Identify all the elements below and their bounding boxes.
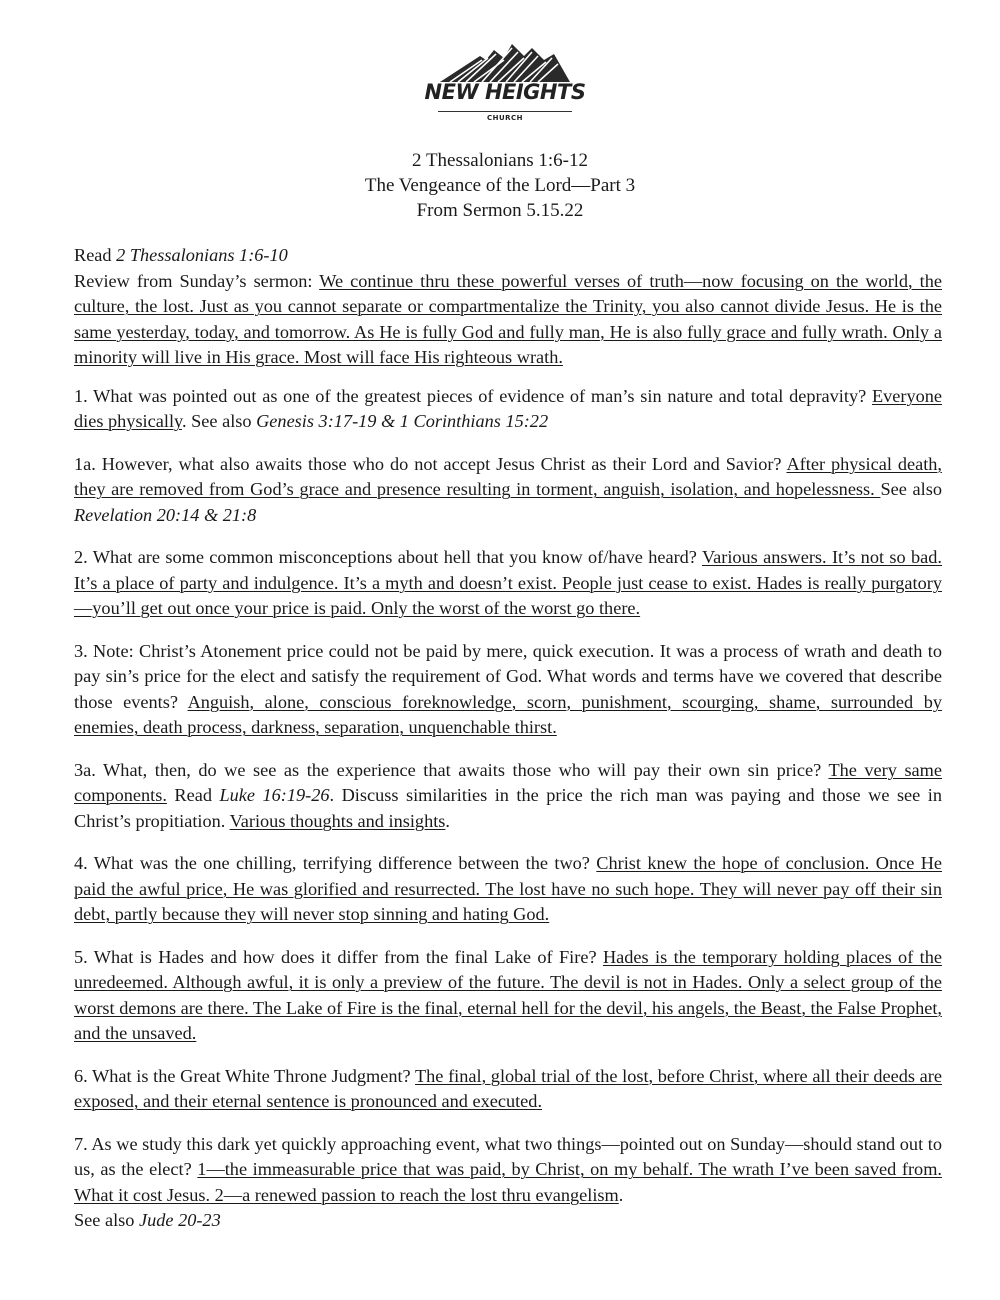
- answer-text: After physical death, they are removed from God’s grace and presence resulting in torment, anguish, isolation, and hopelessness.: [74, 453, 942, 499]
- question-1a: [74, 452, 942, 529]
- read-prefix: Read: [166, 785, 220, 805]
- answer-text: Christ knew the hope of conclusion. Once He paid the awful price, He was glorified and resurrected. The lost have no such hope. They will never pay off their sin debt, partly because they will never stop sinning and hating God.: [74, 853, 943, 924]
- study-guide-body: [74, 243, 942, 1251]
- question-text: 3a. What, then, do we see as the experience that awaits those who will pay their own sin price?: [74, 759, 829, 780]
- discussion-text: . Discuss similarities in the price the rich man was paying and those we see in Christ’s propitiation.: [74, 785, 942, 831]
- question-4: [74, 851, 942, 928]
- question-3: [74, 639, 942, 741]
- intro-paragraph: [74, 243, 942, 371]
- question-text: 5. What is Hades and how does it differ from the final Lake of Fire?: [74, 946, 603, 967]
- see-also-reference: Jude 20-23: [138, 1210, 221, 1230]
- question-text: 3. Note: Christ’s Atonement price could not be paid by mere, quick execution. It was a process of wrath and death to pay sin’s price for the elect and satisfy the requirement of God. What words and terms have we covered that describe those events?: [74, 640, 942, 712]
- question-1: [74, 384, 942, 435]
- sermon-date: From Sermon 5.15.22: [416, 200, 584, 221]
- question-text: 6. What is the Great White Throne Judgment?: [74, 1065, 415, 1086]
- answer-text: Hades is the temporary holding places of the unredeemed. Although awful, it is only a preview of the future. The devil is not in Hades. Only a select group of the worst demons are there. The Lake of Fire is the final, eternal hell for the devil, his angels, the Beast, the False Prophet, and the unsaved.: [74, 946, 942, 1043]
- logo-subtitle: CHURCH: [486, 114, 524, 122]
- question-5: [74, 945, 942, 1047]
- document-header: [0, 148, 1000, 223]
- see-also-prefix: See also: [74, 1210, 139, 1230]
- question-text: 2. What are some common misconceptions about hell that you know of/have heard?: [74, 547, 702, 567]
- question-7: [74, 1132, 942, 1234]
- question-3a: [74, 758, 942, 835]
- see-also-reference: Genesis 3:17-19 & 1 Corinthians 15:22: [256, 411, 549, 431]
- see-also-reference: Revelation 20:14 & 21:8: [74, 504, 257, 525]
- question-text: 4. What was the one chilling, terrifying difference between the two?: [74, 853, 597, 873]
- mountain-logo-icon: [420, 38, 590, 86]
- answer-text-2: Various thoughts and insights: [229, 810, 446, 831]
- scripture-reference: 2 Thessalonians 1:6-12: [412, 150, 588, 171]
- question-text: 1a. However, what also awaits those who do not accept Jesus Christ as their Lord and Savior?: [74, 453, 787, 474]
- sermon-title: The Vengeance of the Lord—Part 3: [364, 175, 636, 196]
- end-punctuation: .: [618, 1184, 624, 1205]
- question-text: 7. As we study this dark yet quickly approaching event, what two things—pointed out on Sunday—should stand out to us, as the elect?: [74, 1133, 942, 1179]
- read-reference: Luke 16:19-26: [219, 785, 330, 805]
- answer-text: 1—the immeasurable price that was paid, by Christ, on my behalf. The wrath I’ve been saved from. What it cost Jesus. 2—a renewed passion to reach the lost thru evangelism: [74, 1159, 942, 1205]
- see-also-prefix: See also: [880, 479, 943, 499]
- logo-wordmark: NEW HEIGHTS: [424, 80, 586, 104]
- question-6: [74, 1064, 942, 1115]
- question-text: 1. What was pointed out as one of the greatest pieces of evidence of man’s sin nature and total depravity?: [74, 385, 872, 406]
- answer-text: Everyone dies physically: [74, 385, 942, 431]
- read-prefix: Read: [74, 245, 117, 265]
- answer-text: Anguish, alone, conscious foreknowledge, scorn, punishment, scourging, shame, surrounded by enemies, death process, darkness, separation, unquenchable thirst.: [74, 691, 942, 737]
- logo-divider: [438, 111, 572, 112]
- church-logo: [420, 38, 590, 126]
- read-reference: 2 Thessalonians 1:6-10: [116, 245, 288, 265]
- answer-text: Various answers. It’s not so bad. It’s a place of party and indulgence. It’s a myth and doesn’t exist. People just cease to exist. Hades is really purgatory—you’ll get out once your price is paid. Only the worst of the worst go there.: [74, 547, 942, 618]
- answer-text: The final, global trial of the lost, before Christ, where all their deeds are exposed, and their eternal sentence is pronounced and executed.: [74, 1065, 942, 1111]
- answer-text: The very same components.: [74, 759, 943, 805]
- review-prefix: Review from Sunday’s sermon:: [74, 270, 320, 291]
- review-text: We continue thru these powerful verses of truth—now focusing on the world, the culture, the lost. Just as you cannot separate or compartmentalize the Trinity, you also cannot divide Jesus. He is the same yesterday, today, and tomorrow. As He is fully God and fully man, He is also fully grace and fully wrath. Only a minority will live in His grace. Most will face His righteous wrath.: [74, 270, 942, 367]
- question-2: [74, 545, 942, 622]
- see-also-prefix: . See also: [181, 411, 257, 431]
- end-punctuation: .: [445, 810, 450, 831]
